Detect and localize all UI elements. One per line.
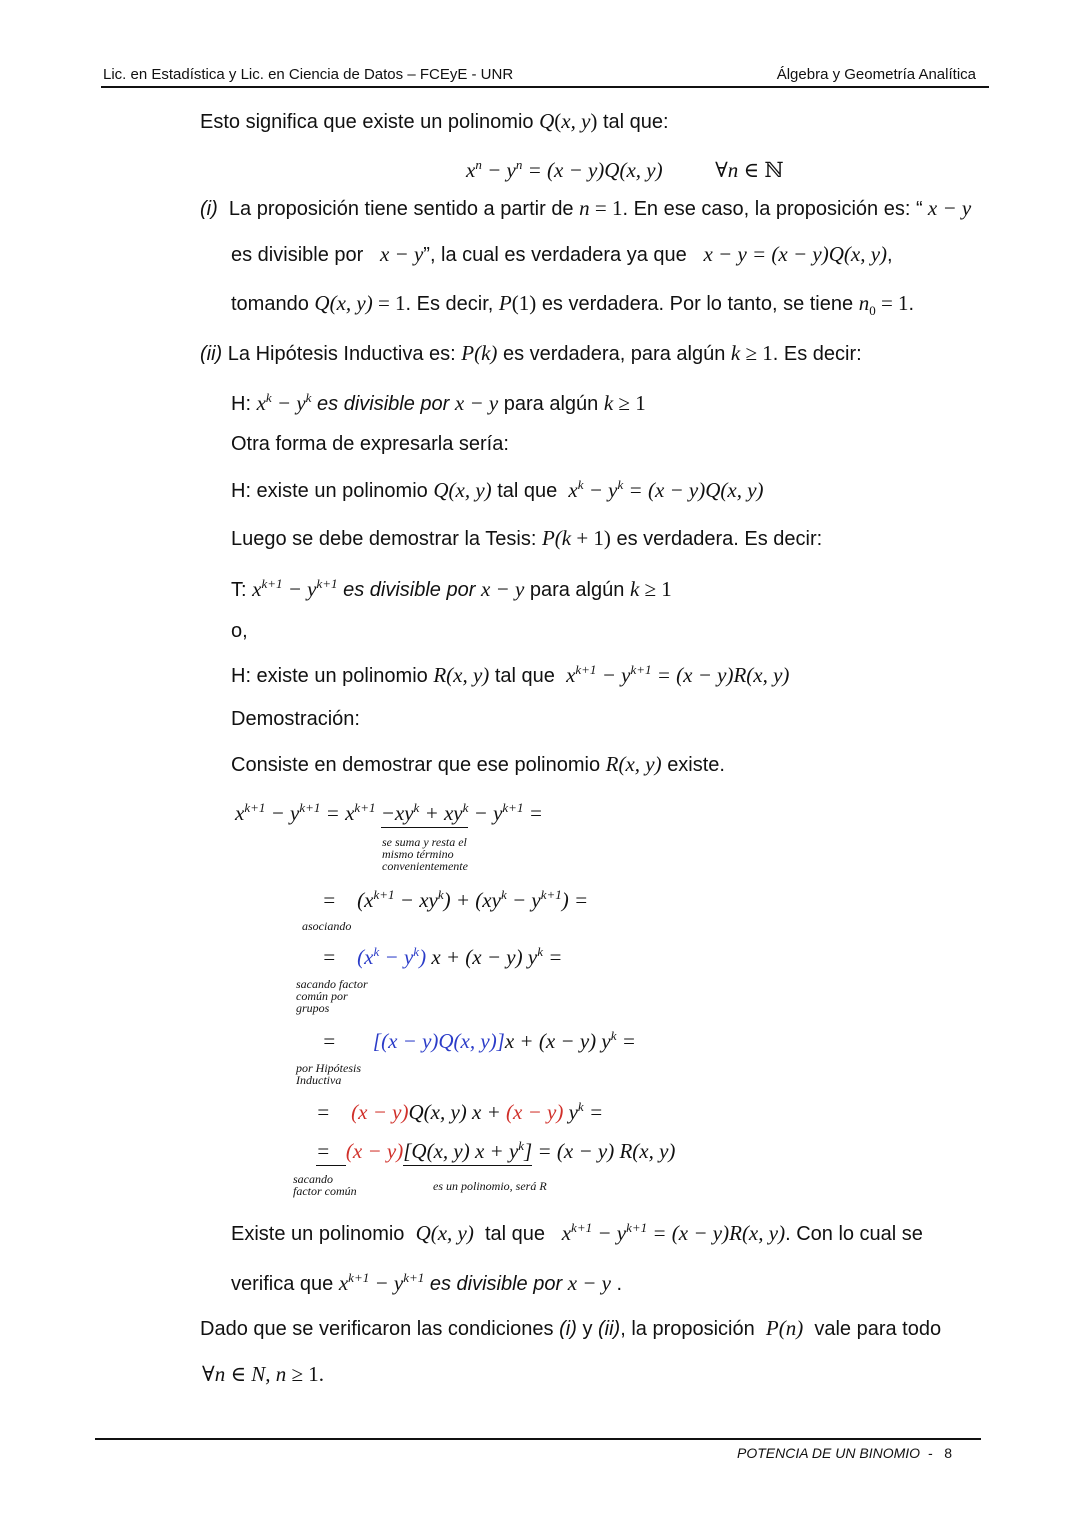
conclusion-line2: verifica que $x^{k+1} - y^{k+1}$ es divisible por x − y . — [231, 1270, 623, 1295]
header-right: Álgebra y Geometría Analítica — [776, 66, 976, 83]
conclusion-line1: Existe un polinomio Q(x, y) tal que $x^{k+1} - y^{k+1} = (x - y)R(x$, y). Con lo cual se — [231, 1220, 923, 1245]
footer-title: POTENCIA DE UN BINOMIO — [737, 1445, 921, 1461]
consiste-line: Consiste en demostrar que ese polinomio R(x, y) existe. — [231, 752, 725, 776]
step-ii-line1: (ii) La Hipótesis Inductiva es: P(k) es verdadera, para algún k ≥ 1. Es decir: — [200, 341, 862, 365]
note-suma-resta: se suma y resta el mismo término convenientemente — [382, 835, 468, 873]
derivation-line6: = (x − y)[Q(x, y) $x + y^k] = (x - y)$ R(x, y) — [316, 1138, 675, 1164]
step-i-line2: es divisible por x − y”, la cual es verdadera ya que x − y = (x − y)Q(x, y), — [231, 242, 893, 266]
otra-forma: Otra forma de expresarla sería: — [231, 433, 509, 455]
final-line2: ∀n ∈ N, n ≥ 1. — [202, 1362, 325, 1386]
note-asociando: asociando — [302, 919, 352, 933]
header-rule — [101, 86, 989, 88]
thesis-2: H: existe un polinomio R(x, y) tal que $x^{k+1} - y^{k+1} = (x - y)R(x$, y) — [231, 662, 790, 687]
header-left: Lic. en Estadística y Lic. en Ciencia de Datos – FCEyE - UNR — [103, 66, 514, 83]
derivation-line1: $x^{k+1} - y^{k+1} = x^{k+1} -xy^k + xy^k - y^{k+1}$ = — [235, 800, 543, 826]
intro-line: Esto significa que existe un polinomio Q(x, y) tal que: — [200, 109, 669, 133]
hypothesis-2: H: existe un polinomio Q(x, y) tal que $x^k - y^k = (x - y)Q(x$, y) — [231, 477, 764, 502]
hypothesis-1: H: $x^k - y^k$ es divisible por x − y para algún k ≥ 1 — [231, 390, 646, 415]
derivation-line2: = $(x^{k+1} - xy^k) + (xy^k - y^{k+1})$ = — [322, 887, 589, 912]
thesis-intro: Luego se debe demostrar la Tesis: P(k + 1) es verdadera. Es decir: — [231, 526, 823, 550]
main-identity: $x^n - y^n = (x - y)Q(x$, y) ∀n ∈ ℕ — [466, 157, 784, 182]
o-line: o, — [231, 620, 248, 642]
derivation-line5: = (x − y)Q(x, y) x + (x − y) $y^k$ = — [316, 1099, 604, 1124]
note-polinomio: es un polinomio, será R — [433, 1179, 547, 1193]
note-sacando-grupos: sacando factor común por grupos — [296, 977, 368, 1015]
note-hipotesis: por Hipótesis Inductiva — [296, 1061, 362, 1087]
derivation-line3: = $(x^k - y^k) x + (x - y) y^k$ = — [322, 944, 563, 969]
final-line1: Dado que se verificaron las condiciones (i) y (ii), la proposición P(n) vale para todo — [200, 1316, 942, 1340]
step-i-line1: (i) La proposición tiene sentido a partir de n = 1. En ese caso, la proposición es: “ x − y — [200, 196, 972, 220]
step-i-line3: tomando Q(x, y) = 1. Es decir, P(1) es verdadera. Por lo tanto, se tiene $n_0 = 1$. — [231, 291, 915, 318]
thesis-1: T: $x^{k+1} - y^{k+1}$ es divisible por x − y para algún k ≥ 1 — [231, 576, 672, 601]
derivation-line4: = [(x − y)Q(x, y)]x + (x − y) $y^k$ = — [322, 1028, 636, 1053]
demostracion: Demostración: — [231, 708, 360, 730]
footer: POTENCIA DE UN BINOMIO - 8 — [737, 1445, 952, 1461]
page-number: 8 — [944, 1445, 952, 1461]
footer-rule — [95, 1438, 981, 1440]
note-sacando: sacando factor común — [293, 1172, 357, 1198]
